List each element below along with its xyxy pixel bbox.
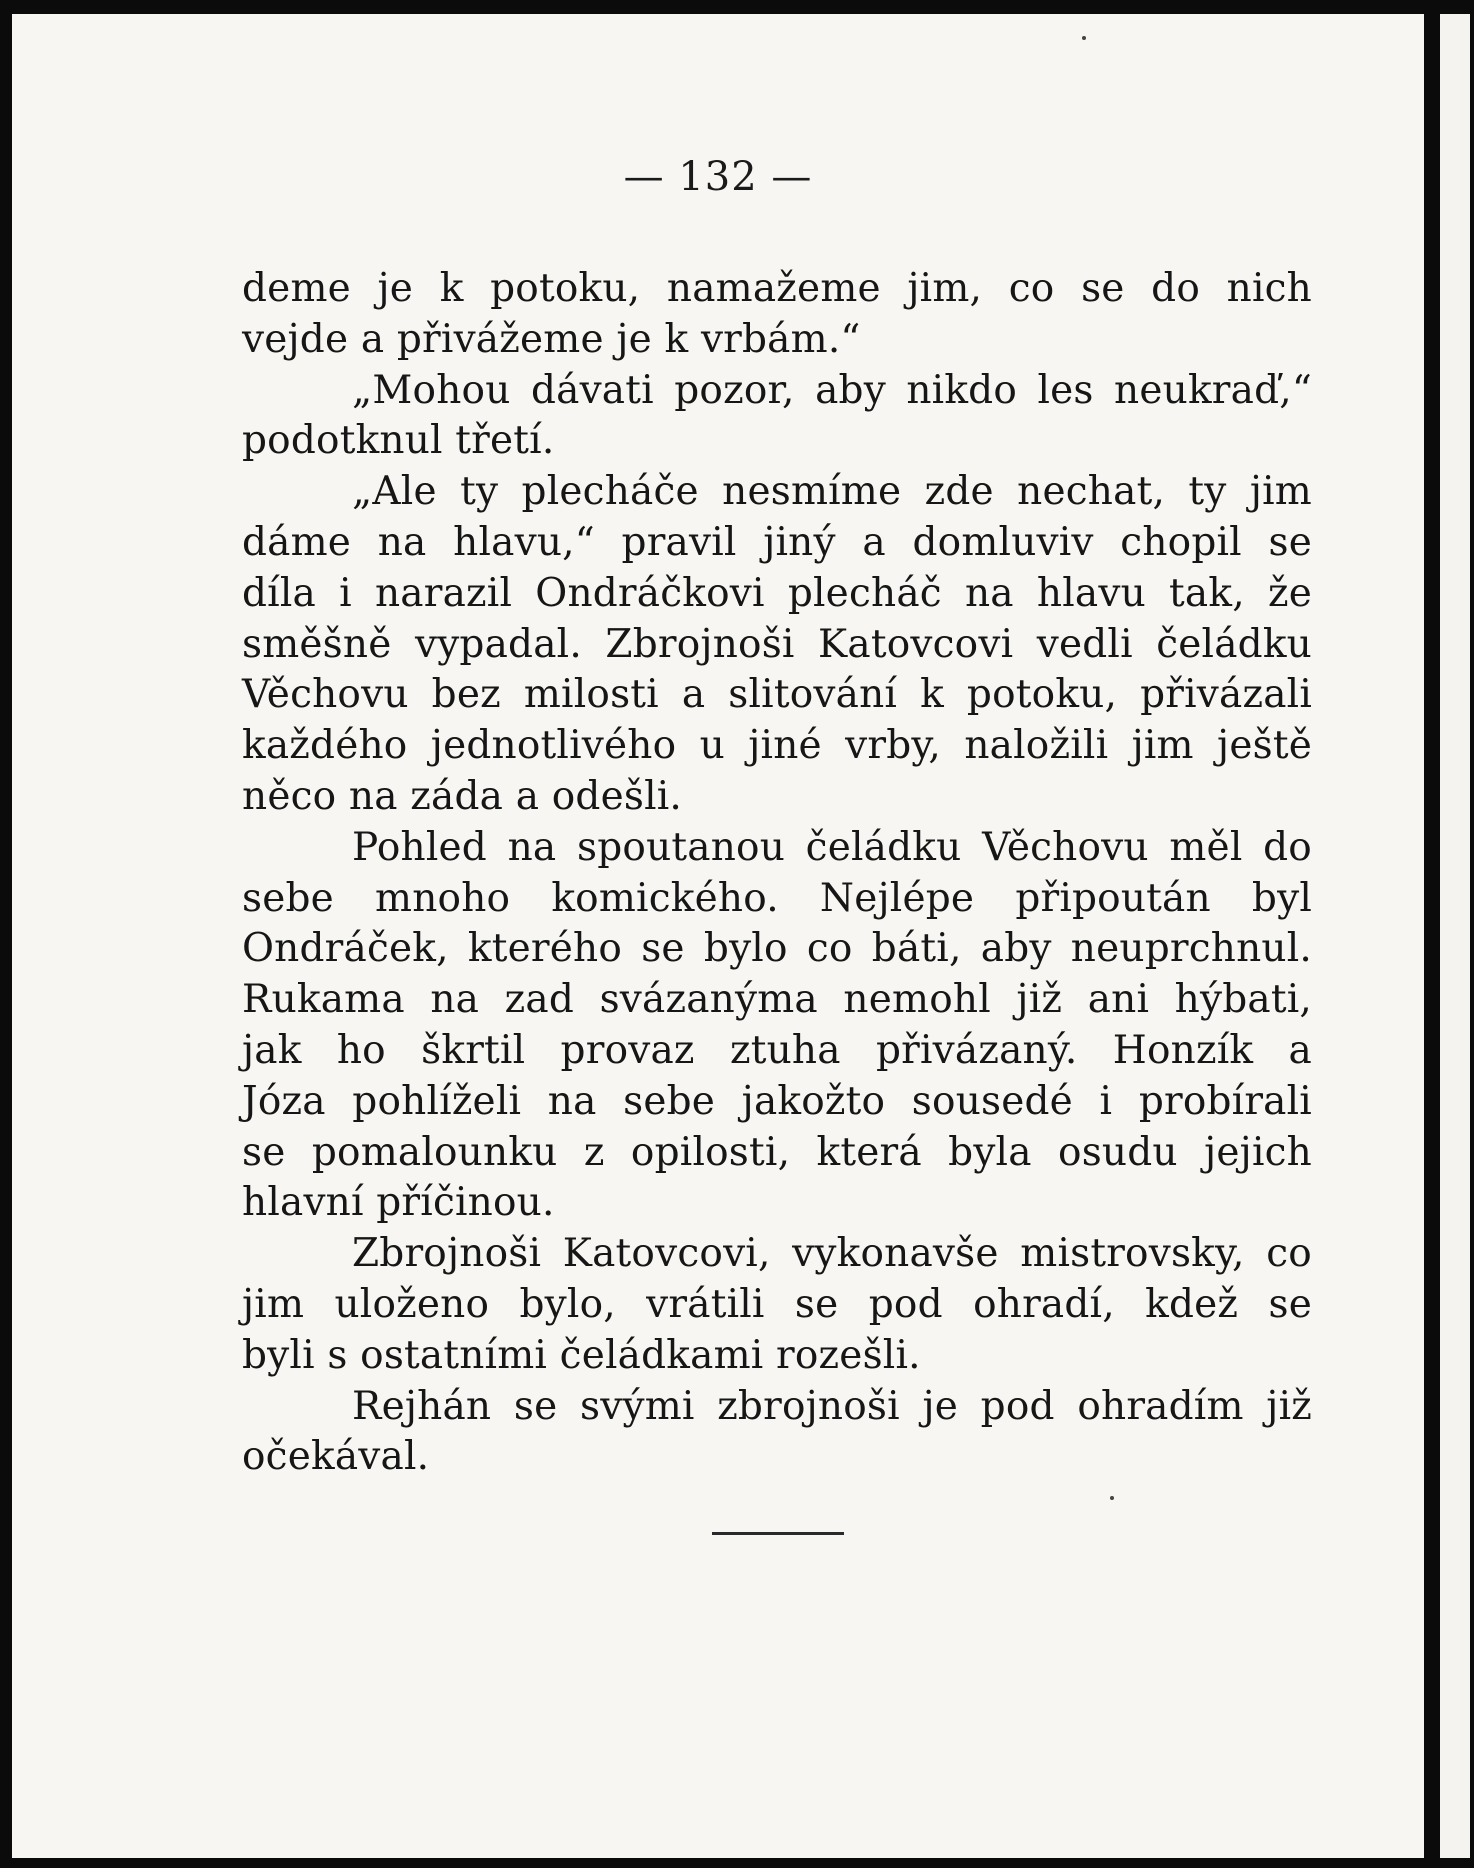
text-line: Józa pohlíželi na sebe jakožto sousedé i probírali: [242, 1078, 1312, 1124]
text-line: byli s ostatními čeládkami rozešli.: [242, 1332, 921, 1378]
text-line: vejde a přivážeme je k vrbám.“: [242, 316, 861, 362]
text-line: každého jednotlivého u jiné vrby, naložili jim ještě: [242, 723, 1312, 769]
text-line: dáme na hlavu,“ pravil jiný a domluviv chopil se: [242, 519, 1312, 565]
print-speck: [1082, 36, 1086, 40]
print-speck: [1110, 1496, 1114, 1500]
text-line: jim uloženo bylo, vrátili se pod ohradí, kdež se: [242, 1281, 1312, 1327]
text-line: sebe mnoho komického. Nejlépe připoután byl: [242, 875, 1312, 921]
text-line: očekával.: [242, 1434, 430, 1480]
text-line: Věchovu bez milosti a slitování k potoku, přivázali: [242, 672, 1312, 718]
text-line: něco na záda a odešli.: [242, 773, 683, 819]
adjacent-page-edge: [1440, 14, 1470, 1858]
text-line: „Mohou dávati pozor, aby nikdo les neukraď,“: [352, 367, 1312, 413]
book-page: [12, 14, 1424, 1858]
text-line: „Ale ty plecháče nesmíme zde nechat, ty jim: [352, 469, 1312, 515]
text-line: díla i narazil Ondráčkovi plecháč na hlavu tak, že: [242, 570, 1312, 616]
text-line: hlavní příčinou.: [242, 1180, 555, 1226]
text-line: deme je k potoku, namažeme jim, co se do nich: [242, 266, 1312, 311]
text-line: směšně vypadal. Zbrojnoši Katovcovi vedli čeládku: [242, 621, 1312, 667]
text-line: Ondráček, kterého se bylo co báti, aby neuprchnul.: [242, 926, 1312, 972]
chapter-end-rule: [712, 1532, 844, 1535]
text-line: se pomalounku z opilosti, která byla osudu jejich: [242, 1129, 1312, 1175]
text-line: Zbrojnoši Katovcovi, vykonavše mistrovsky, co: [352, 1231, 1312, 1277]
text-line: Pohled na spoutanou čeládku Věchovu měl do: [352, 824, 1312, 870]
text-line: podotknul třetí.: [242, 418, 555, 464]
body-text: [242, 264, 1312, 1483]
text-line: Rukama na zad svázanýma nemohl již ani hýbati,: [242, 977, 1312, 1023]
page-number: — 132 —: [623, 154, 813, 200]
text-line: Rejhán se svými zbrojnoši je pod ohradím již: [352, 1383, 1312, 1429]
text-line: jak ho škrtil provaz ztuha přivázaný. Honzík a: [242, 1027, 1312, 1073]
